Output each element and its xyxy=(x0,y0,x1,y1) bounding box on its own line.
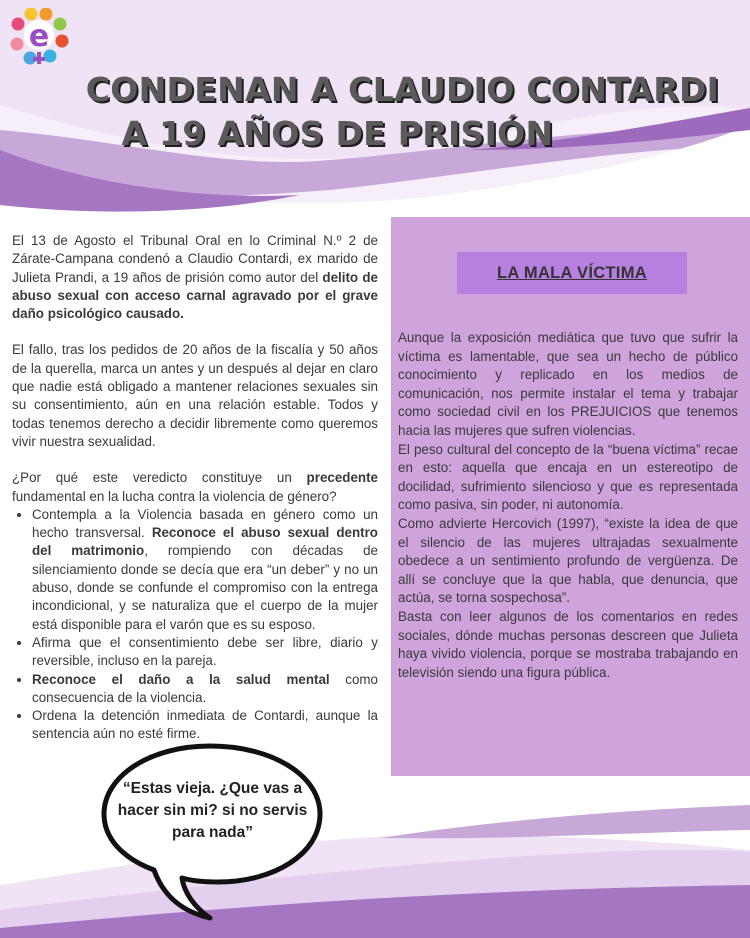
list-item: • Reconoce el daño a la salud mental como consecuencia de la violencia. xyxy=(32,671,378,708)
speech-bubble-quote: “Estas vieja. ¿Que vas a hacer sin mi? si no servis para nada” xyxy=(117,780,308,841)
paragraph-intro: El 13 de Agosto el Tribunal Oral en lo Criminal N.º 2 de Zárate-Campana condenó a Claudio Contardi, ex marido de Julieta Prandi, a 19 años de prisión como autor del delito de abuso sexual con acceso carnal agravado por el grave daño psicológico causado. xyxy=(12,233,378,322)
panel-paragraph: Aunque la exposición mediática que tuvo que sufrir la víctima es lamentable, que sea un hecho de público conocimiento y replicado en los medios de comunicación, nos permite instalar el tema y trabajar como sociedad civil en los PREJUICIOS que tenemos hacia las mujeres que sufren violencias. xyxy=(398,330,738,438)
list-item: • Ordena la detención inmediata de Contardi, aunque la sentencia aún no esté firme. xyxy=(32,707,378,744)
panel-paragraph: Basta con leer algunos de los comentarios en redes sociales, dónde muchas personas descreen que Julieta haya vivido violencia, porque se mostraba trabajando en televisión siendo una figura pública. xyxy=(398,608,738,680)
panel-paragraph: Como advierte Hercovich (1997), “existe la idea de que el silencio de las mujeres ultrajadas sexualmente obedece a un sentimiento profundo de vergüenza. De allí se concluye que la que habla, que denuncia, que actúa, se torna sospechosa”. xyxy=(398,515,738,606)
paragraph-ruling: El fallo, tras los pedidos de 20 años de la fiscalía y 50 años de la querella, marca un antes y un después al dejar en claro que nadie está obligado a mantener relaciones sexuales sin su consentimiento, aún en una relación estable. Todos y todas tenemos derecho a decidir libremente como queremos vivir nuestra sexualidad. xyxy=(12,342,378,449)
section-heading-badge: LA MALA VÍCTIMA xyxy=(457,252,687,294)
page-title xyxy=(0,68,750,156)
bold-crime-description: delito de abuso sexual con acceso carnal agravado por el grave daño psicológico causado. xyxy=(12,269,378,322)
title-line-2: A 19 AÑOS DE PRISIÓN xyxy=(121,114,554,153)
reasons-list xyxy=(12,506,378,744)
svg-text:e: e xyxy=(28,19,50,54)
mala-victima-panel xyxy=(391,217,750,776)
panel-paragraph: El peso cultural del concepto de la “buena víctima” recae en esto: aquella que encaja en un estereotipo de docilidad, sufrimiento silencioso y que es representada como pasiva, sin poder, ni autonomía. xyxy=(398,441,738,513)
panel-text xyxy=(398,329,738,682)
list-item: • Afirma que el consentimiento debe ser libre, diario y reversible, incluso en la pareja. xyxy=(32,634,378,671)
paragraph-question: ¿Por qué este veredicto constituye un precedente fundamental en la lucha contra la violencia de género? xyxy=(12,470,378,504)
title-line-1: CONDENAN A CLAUDIO CONTARDI xyxy=(85,70,720,109)
article-left-column xyxy=(12,232,378,744)
feminist-e-logo xyxy=(10,8,70,68)
list-item: • Contempla a la Violencia basada en género como un hecho transversal. Reconoce el abuso sexual dentro del matrimonio, rompiendo con décadas de silenciamiento donde se decía que era “un deber” y no un abuso, donde se confunde el compromiso con la entrega incondicional, y se naturaliza que el cuerpo de la mujer está disponible para el varón que es su esposo. xyxy=(32,506,378,634)
